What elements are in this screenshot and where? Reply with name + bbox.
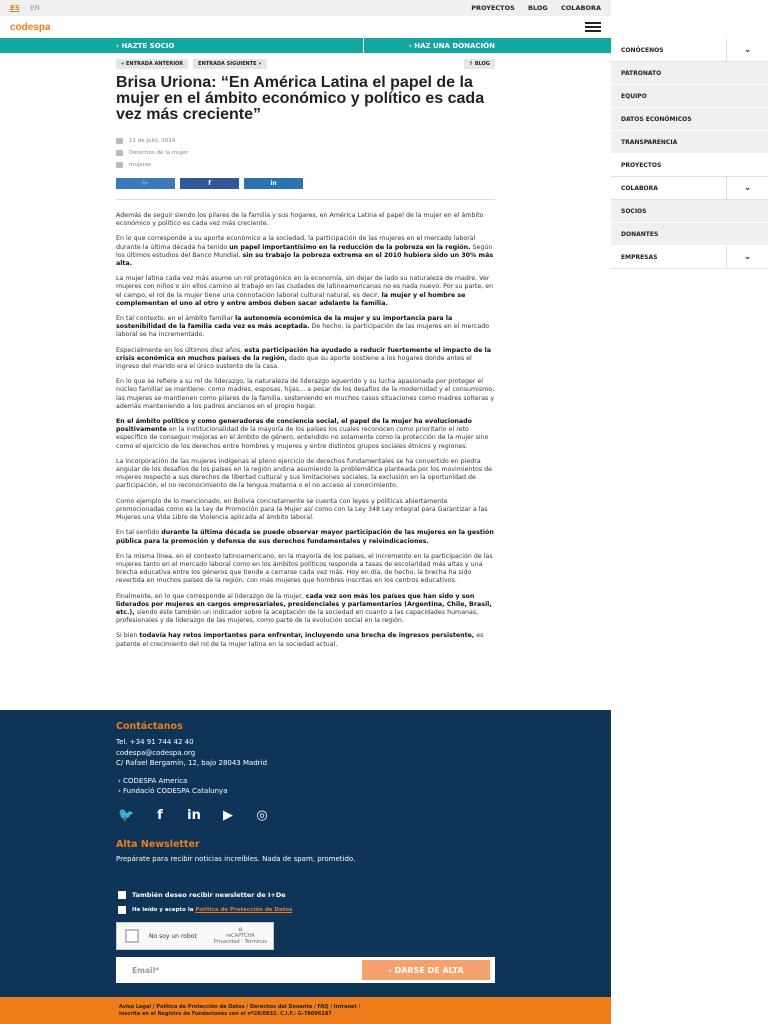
menu-item-label: DONANTES xyxy=(621,230,659,238)
article-paragraph: Como ejemplo de lo mencionado, en Bolivia concretamente se cuenta con leyes y políticas abiertamente promocionadas como es la Ley de Promoción para la Mujer así como con la Ley 348 Ley Integral para Garantizar a las Mujeres una Vida Libre de Violencia aplicada al ámbito laboral. xyxy=(116,497,488,522)
menu-item-colabora[interactable] xyxy=(611,177,768,200)
menu-item-transparencia[interactable] xyxy=(611,131,768,154)
bookmark-icon xyxy=(116,150,123,156)
twitter-icon[interactable]: 🐦 xyxy=(118,808,135,823)
instagram-icon[interactable]: ◎ xyxy=(256,808,268,823)
chevron-down-icon[interactable]: ⌄ xyxy=(726,177,768,199)
newsletter-ide-checkbox[interactable]: También deseo recibir newsletter de I+De xyxy=(118,891,286,899)
top-bar xyxy=(0,0,611,16)
cta-bar xyxy=(0,38,611,53)
tag-icon xyxy=(116,162,123,168)
footer xyxy=(0,710,611,997)
registry-info: Inscrita en el Registro de Fundaciones con el nº28/0832. C.I.F.: G-78096187 xyxy=(119,1010,332,1017)
chevron-down-icon[interactable]: ⌄ xyxy=(726,246,768,268)
hazte-socio-button[interactable]: › HAZTE SOCIO xyxy=(0,38,363,53)
menu-item-label: DATOS ECONÓMICOS xyxy=(621,115,692,123)
article-tag[interactable]: mujeres xyxy=(129,162,152,168)
top-links xyxy=(460,4,601,12)
menu-item-empresas[interactable] xyxy=(611,246,768,269)
contact-email[interactable]: codespa@codespa.org xyxy=(116,749,196,757)
checkbox[interactable] xyxy=(118,891,126,899)
chevron-right-icon: › xyxy=(118,787,124,795)
top-link-blog[interactable]: BLOG xyxy=(528,4,548,12)
haz-donacion-button[interactable]: › HAZ UNA DONACIÓN xyxy=(363,38,611,53)
menu-item-label: SOCIOS xyxy=(621,207,647,215)
hamburger-menu-icon[interactable] xyxy=(585,22,601,32)
article-title: Brisa Uriona: “En América Latina el papel de la mujer en el ámbito económico y político es cada vez más creciente” xyxy=(116,74,485,123)
privacy-checkbox[interactable]: He leído y acepto la Política de Protección de Datos xyxy=(118,906,292,914)
article-paragraph: Finalmente, en lo que corresponde al liderazgo de la mujer, cada vez son más los países que han sido y son liderados por mujeres en cargos empresariales, presidenciales y parlamentarios (Argentina, Chile, Brasil, etc.), siendo éste también un indicador sobre la aceptación de la sociedad en cuanto a las capacidades humanas, profesionales y de liderazgo de las mujeres, como parte de la evolución social en la región. xyxy=(116,592,492,625)
newsletter-submit-button[interactable]: › DARSE DE ALTA xyxy=(362,960,490,980)
recaptcha-logo: ♻ reCAPTCHA Privacidad - Términos xyxy=(213,927,267,945)
language-switcher xyxy=(10,4,48,12)
recaptcha-label: No soy un robot xyxy=(149,932,197,940)
article-paragraph: En la misma línea, en el contexto latinoamericano, en la mayoría de los países, el incremento en la participación de las mujeres tanto en el mercado laboral como en los ámbitos políticos responde a tasas de escolaridad más altas y una brecha educativa entre los géneros que tiende a cerrarse cada vez más. Hoy en día, de hecho, la brecha ha sido revertida en muchos países de la región, con más mujeres que hombres inscritas en los centros educativos. xyxy=(116,552,493,585)
newsletter-form xyxy=(116,957,495,983)
prev-post-button[interactable]: « ENTRADA ANTERIOR xyxy=(116,59,188,69)
chevron-down-icon[interactable]: ⌄ xyxy=(726,39,768,61)
menu-item-label: PROYECTOS xyxy=(621,161,662,169)
article-paragraph: Especialmente en los últimos diez años, esta participación ha ayudado a reducir fuertemente el impacto de la crisis económica en muchos países de la región, dado que su aporte sostiene a los hogares donde antes el ingreso del marido era el único sustento de la casa. xyxy=(116,346,491,371)
article-paragraph: En tal contexto, en el ámbito familiar la autonomía económica de la mujer y su importancia para la sostenibilidad de la familia cada vez es más aceptada. De hecho, la participación de las mujeres en el mercado laboral se ha incrementado. xyxy=(116,315,490,339)
article-paragraph: La mujer latina cada vez más asume un rol protagónico en la economía, sin dejar de lado su naturaleza de madre. Ver mujeres con niños o sin ellos camino al trabajo en las ciudades de latinoamericanas no es nada nuevo. Por su parte, en el campo, el rol de la mujer tiene una connotación laboral cultural natural, es decir, la mujer y el hombre se complementan el uno al otro y entre ambos deben sacar adelante la familia. xyxy=(116,275,494,307)
share-linkedin-button[interactable] xyxy=(244,178,303,189)
menu-item-patronato[interactable] xyxy=(611,62,768,85)
article-meta xyxy=(116,135,495,171)
mobile-nav-menu xyxy=(611,39,768,269)
contact-phone[interactable]: Tel. +34 91 744 42 40 xyxy=(116,738,194,746)
twitter-icon: 🐦 xyxy=(141,180,150,187)
linkedin-icon[interactable]: in xyxy=(187,808,201,823)
youtube-icon[interactable]: ▶ xyxy=(223,808,233,823)
linkedin-icon: in xyxy=(270,180,277,187)
chevron-right-icon: › xyxy=(118,777,124,785)
article-paragraph: En lo que se refiere a su rol de liderazgo, la naturaleza de liderazgo aguerrido y su lucha apasionada por proteger el núcleo familiar se mantiene: como madres, esposas, hijas… a pesar de los desafíos de la modernidad y el consumismo, las mujeres se mantienen como pilares de la familia, sosteniendo en muchos casos situaciones como madres solteras y además manteniendo a los padres ancianos en el propio hogar. xyxy=(116,378,495,410)
social-links xyxy=(118,808,270,823)
article-paragraph: En el ámbito político y como generadoras de conciencia social, el papel de la mujer ha evolucionado positivamente en la institucionalidad de la mayoría de los países los cuales reconocen como prioritario el reto específico de conseguir mejoras en el ámbito de género, entendido no solamente como la protección de la mujer sino como el ejercicio de los derechos entre hombres y mujeres y entre distintos grupos sociales étnicos y regiones. xyxy=(116,418,489,450)
article-paragraph: En tal sentido durante la última década se puede observar mayor participación de las mujeres en la gestión pública para la promoción y defensa de sus derechos fundamentales y reivindicaciones. xyxy=(116,529,494,545)
menu-item-label: PATRONATO xyxy=(621,69,662,77)
share-twitter-button[interactable] xyxy=(116,178,175,189)
checkbox[interactable] xyxy=(118,906,126,914)
menu-item-label: EMPRESAS xyxy=(621,253,658,261)
legal-links[interactable]: Aviso Legal / Política de Protección de Datos / Derechos del Donante / FAQ / Intranet / xyxy=(119,1004,361,1010)
menu-item-socios[interactable] xyxy=(611,200,768,223)
calendar-icon xyxy=(116,138,123,144)
article-paragraph: Además de seguir siendo los pilares de la familia y sus hogares, en América Latina el papel de la mujer en el ámbito económico y político es cada vez más creciente. xyxy=(116,212,484,228)
next-post-button[interactable]: ENTRADA SIGUIENTE » xyxy=(193,59,266,69)
share-facebook-button[interactable] xyxy=(180,178,239,189)
menu-item-donantes[interactable] xyxy=(611,223,768,246)
menu-item-label: TRANSPARENCIA xyxy=(621,138,678,146)
menu-item-equipo[interactable] xyxy=(611,85,768,108)
privacy-policy-link[interactable]: Política de Protección de Datos xyxy=(195,907,293,913)
back-to-blog-button[interactable]: ↑ BLOG xyxy=(464,59,495,69)
header xyxy=(0,16,611,38)
recycle-icon: ♻ xyxy=(238,927,243,933)
footer-link-america[interactable]: › CODESPA America xyxy=(118,777,188,785)
article-category[interactable]: Derechos de la mujer xyxy=(129,150,188,156)
article-body xyxy=(116,212,495,649)
menu-item-label: EQUIPO xyxy=(621,92,647,100)
lang-en[interactable]: EN xyxy=(30,4,40,12)
bottom-bar xyxy=(0,997,611,1024)
menu-item-label: COLABORA xyxy=(621,184,658,192)
article-paragraph: Si bien todavía hay retos importantes para enfrentar, incluyendo una brecha de ingresos persistente, es patente el crecimiento del rol de la mujer latina en la sociedad actual. xyxy=(116,632,484,648)
footer-link-catalunya[interactable]: › Fundació CODESPA Catalunya xyxy=(118,787,228,795)
menu-item-proyectos[interactable] xyxy=(611,154,768,177)
facebook-icon[interactable]: f xyxy=(157,808,163,823)
post-navigation xyxy=(116,59,495,70)
article xyxy=(116,59,495,656)
top-link-proyectos[interactable]: PROYECTOS xyxy=(471,4,515,12)
recaptcha-widget[interactable] xyxy=(116,922,274,950)
share-buttons xyxy=(116,178,495,189)
contact-title: Contáctanos xyxy=(116,721,183,732)
menu-item-conócenos[interactable] xyxy=(611,39,768,62)
recaptcha-checkbox[interactable] xyxy=(125,929,139,943)
article-paragraph: La incorporación de las mujeres indígenas al pleno ejercicio de derechos fundamentales se ha convertido en piedra angular de los desafíos de los países en la región andina asumiendo la problemática planteada por los movimientos de mujeres respecto a sus derechos de libertad cultural y sus limitaciones sociales, la exclusión en la oportunidad de participación, el no reconocimiento de la lengua materna o el no acceso al conocimiento. xyxy=(116,457,493,490)
article-date: 11 de Julio, 2014 xyxy=(129,138,176,144)
menu-item-label: CONÓCENOS xyxy=(621,46,664,54)
contact-address: C/ Rafael Bergamín, 12, bajo 28043 Madrid xyxy=(116,759,268,767)
facebook-icon: f xyxy=(208,180,211,187)
newsletter-description: Prepárate para recibir noticias increíbles. Nada de spam, prometido. xyxy=(116,855,356,863)
newsletter-email-input[interactable]: Email* xyxy=(132,965,160,975)
logo[interactable]: codespa xyxy=(10,21,51,33)
lang-es[interactable]: ES xyxy=(10,4,20,12)
top-link-colabora[interactable]: COLABORA xyxy=(561,4,601,12)
menu-item-datos-económicos[interactable] xyxy=(611,108,768,131)
newsletter-title: Alta Newsletter xyxy=(116,839,200,850)
article-paragraph: En lo que corresponde a su aporte económico a la sociedad, la participación de las mujeres en el mercado laboral durante la última década ha tenido un papel importantísimo en la reducción de la pobreza en la región. Según los últimos estudios del Banco Mundial, sin su trabajo la pobreza extrema en el 2010 hubiera sido un 30% más alta. xyxy=(116,235,494,268)
divider xyxy=(116,199,495,200)
